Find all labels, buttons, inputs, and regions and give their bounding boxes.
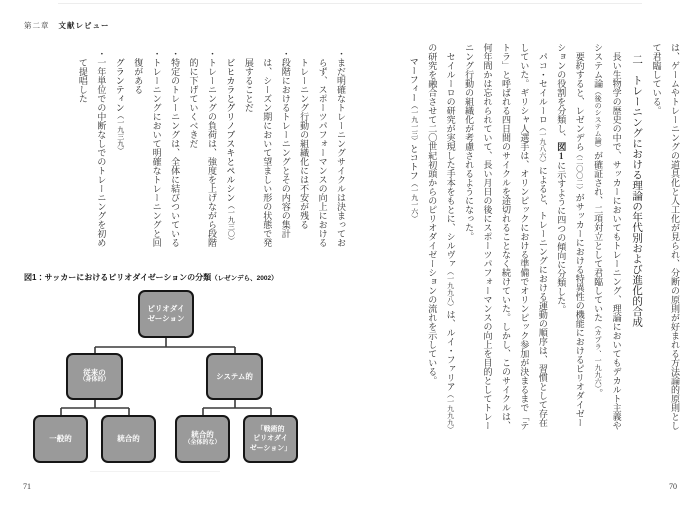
node-sublabel: （全体的な） <box>184 439 221 446</box>
author-name: ビヒカラとグリノブスキとペルシン <box>225 58 236 202</box>
text-segment: は、ルイ・ファリア <box>445 310 456 391</box>
text-segment: によると、トレーニングにおける運動の順序は、習慣として存在していた。ギリシャ人選手は、オリンピックにおける準備でオリンピック参加が決まるまで「テトラ」と呼ばれる四日間のサイクルを途切れることなく続けていた。しかし、このサイクルは、何年間かは忘れられていて、長い月日の後にスポーツパフォーマンスの向上を目的としてトレーニング行動の組織化が考慮されるようになった。 <box>464 43 548 430</box>
node-label-line: ピリオダイ <box>147 304 185 314</box>
author-name: マーフィー <box>408 57 419 102</box>
running-header <box>24 20 110 31</box>
year-note: （一九八六） <box>538 124 547 166</box>
year-note: （二〇〇二） <box>575 151 584 193</box>
text-segment: セイルーロの研究が実現した手本をもとに、シルヴァ <box>445 52 456 268</box>
author-name: とコトフ <box>408 144 419 180</box>
figure-caption-text: 図1：サッカーにおけるピリオダイゼーションの分類 <box>24 273 212 282</box>
inline-note: （後のシステム論） <box>594 88 603 151</box>
bullet-item: ・トレーニングにおいて明確なトレーニングと回復がある <box>133 49 162 247</box>
node-label: 統合的 <box>117 434 140 444</box>
page-number-right: 70 <box>669 482 677 491</box>
figure-node-integrated <box>101 415 156 463</box>
bullet-item: ・まだ明確なトレーニングサイクルは決まっておらず、スポーツパフォーマンスの向上におけるトレーニング行動の組織化には不安が残る <box>299 49 346 247</box>
text-segment: が確証され、二項対立として君臨していた <box>593 151 604 322</box>
text-segment: 。 <box>593 388 604 398</box>
left-page-text-block <box>73 49 350 249</box>
text-segment: の研究を融合させて二〇世紀初頭からのピリオダイゼーションの流れを示している。 <box>427 43 438 385</box>
paragraph <box>552 43 589 435</box>
year-note: （一九一三） <box>410 102 418 144</box>
text-segment: に示すように四つの傾向に分類した。 <box>556 161 567 314</box>
page-edge-line-bottom <box>90 471 220 472</box>
text-segment: パコ・セイルーロ <box>537 52 548 124</box>
author-heading <box>110 58 128 249</box>
figure-node-general <box>33 415 88 463</box>
node-label: 従来の <box>83 367 106 377</box>
citation-note: （カプラ、一九九六） <box>594 322 603 389</box>
author-heading <box>221 58 239 249</box>
paragraph <box>460 43 552 435</box>
node-label-line: ピリオダイ <box>253 435 288 443</box>
node-label-line: ゼーション <box>147 314 185 323</box>
node-label: 統合的 <box>191 430 214 440</box>
node-label: システム的 <box>216 371 253 381</box>
figure-reference: 図1 <box>556 142 567 161</box>
node-label-line: 「戦術的 <box>256 425 285 433</box>
figure-node-periodization <box>138 290 194 338</box>
year-note: （一九三〇） <box>227 202 235 244</box>
node-label: 一般的 <box>49 434 72 444</box>
author-heading <box>404 43 422 435</box>
chapter-number: 第二章 <box>24 21 50 30</box>
bullet-item: ・トレーニングの負荷は、強度を上げながら段階的に下げていくべきだ <box>188 49 217 247</box>
paragraph-continuation: は、ゲームやトレーニングの道具化と人工化が見られ、分断の原則が好まれる方法論的原則として君臨している。 <box>651 43 680 430</box>
bullet-item: ・段階におけるトレーニングとその内容の集計は、シーズン期において望ましい形の状態で発展することだ <box>243 49 291 247</box>
right-page-text-block <box>404 43 684 435</box>
bullet-item: ・特定のトレーニングは、全体に結びついている <box>170 49 181 247</box>
figure-caption <box>24 272 278 283</box>
section-heading: 二 トレーニングにおける理論の年代別および進化的合成 <box>631 54 643 327</box>
figure-caption-source: （レゼンデら、2002） <box>211 275 278 282</box>
figure-node-integral <box>175 415 230 463</box>
year-note: （一九九八） <box>446 268 455 310</box>
figure-node-conventional <box>66 353 123 400</box>
text-segment: がサッカーにおける特異性の機能におけるピリオダイゼーションの役割を分類し、 <box>556 43 585 427</box>
text-segment: 要約すると、レゼンデら <box>574 52 585 151</box>
figure-node-tactical-periodization <box>243 415 298 463</box>
figure-node-systemic <box>206 353 263 400</box>
year-note: （一九三九） <box>116 112 124 154</box>
page-edge-line-top <box>58 3 642 4</box>
page-number-left: 71 <box>23 482 31 491</box>
chapter-title: 文献レビュー <box>58 21 110 30</box>
paragraph <box>589 43 626 435</box>
year-note: （一九一六） <box>410 180 418 222</box>
bullet-item: ・一年単位での中断なしでのトレーニングを初めて提唱した <box>77 49 107 247</box>
author-name: グランティン <box>114 58 125 112</box>
year-note: （一九九九） <box>446 391 455 433</box>
paragraph <box>423 43 460 435</box>
text-segment: 長い生物学の歴史の中で、サッカーにおいてもトレーニング、理論においてもデカルト主義やシステム論 <box>593 43 622 430</box>
node-sublabel: （身体的） <box>79 377 110 384</box>
node-label-line: ゼーション」 <box>249 444 292 452</box>
